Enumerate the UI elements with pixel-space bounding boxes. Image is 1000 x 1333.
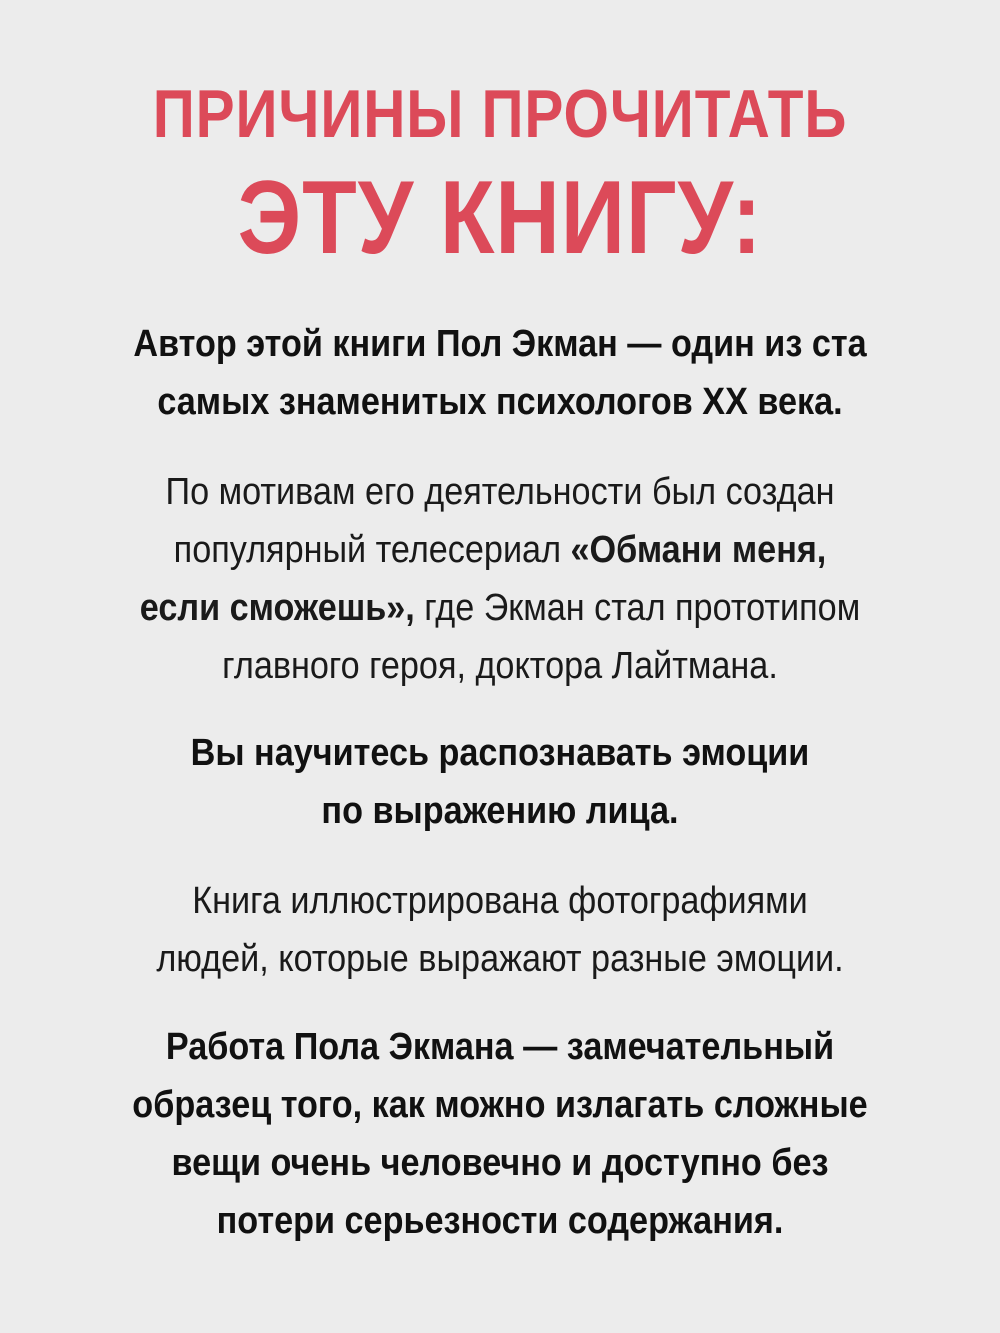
text-line: вещи очень человечно и доступно без xyxy=(171,1142,829,1184)
text-line: Книга иллюстрирована фотографиями xyxy=(192,880,808,922)
title-line-2: ЭТУ КНИГУ: xyxy=(237,160,763,276)
text-fragment: где Экман стал прототипом xyxy=(414,587,861,629)
text-line: Автор этой книги Пол Экман — один из ста xyxy=(133,323,867,365)
text-line: самых знаменитых психологов XX века. xyxy=(157,381,843,423)
tv-series-title-part-2: если сможешь», xyxy=(139,587,415,629)
title-line-1: ПРИЧИНЫ ПРОЧИТАТЬ xyxy=(152,76,848,152)
text-line xyxy=(86,579,914,637)
reason-photos-paragraph xyxy=(86,872,914,988)
text-line: главного героя, доктора Лайтмана. xyxy=(222,645,778,687)
text-line: образец того, как можно излагать сложные xyxy=(132,1084,868,1126)
reason-tv-series-paragraph xyxy=(86,463,914,695)
tv-series-title-part-1: «Обмани меня, xyxy=(570,529,827,571)
text-line: людей, которые выражают разные эмоции. xyxy=(156,938,844,980)
text-line: по выражению лица. xyxy=(321,790,679,832)
text-fragment: популярный телесериал xyxy=(173,529,571,571)
text-line xyxy=(86,521,914,579)
text-line: Вы научитесь распознавать эмоции xyxy=(190,732,810,774)
reason-style-paragraph xyxy=(86,1018,914,1250)
text-line: потери серьезности содержания. xyxy=(216,1200,784,1242)
reason-emotions-paragraph xyxy=(86,724,914,840)
text-line: По мотивам его деятельности был создан xyxy=(165,471,835,513)
reason-author-paragraph xyxy=(86,315,914,431)
text-line: Работа Пола Экмана — замечательный xyxy=(165,1026,835,1068)
